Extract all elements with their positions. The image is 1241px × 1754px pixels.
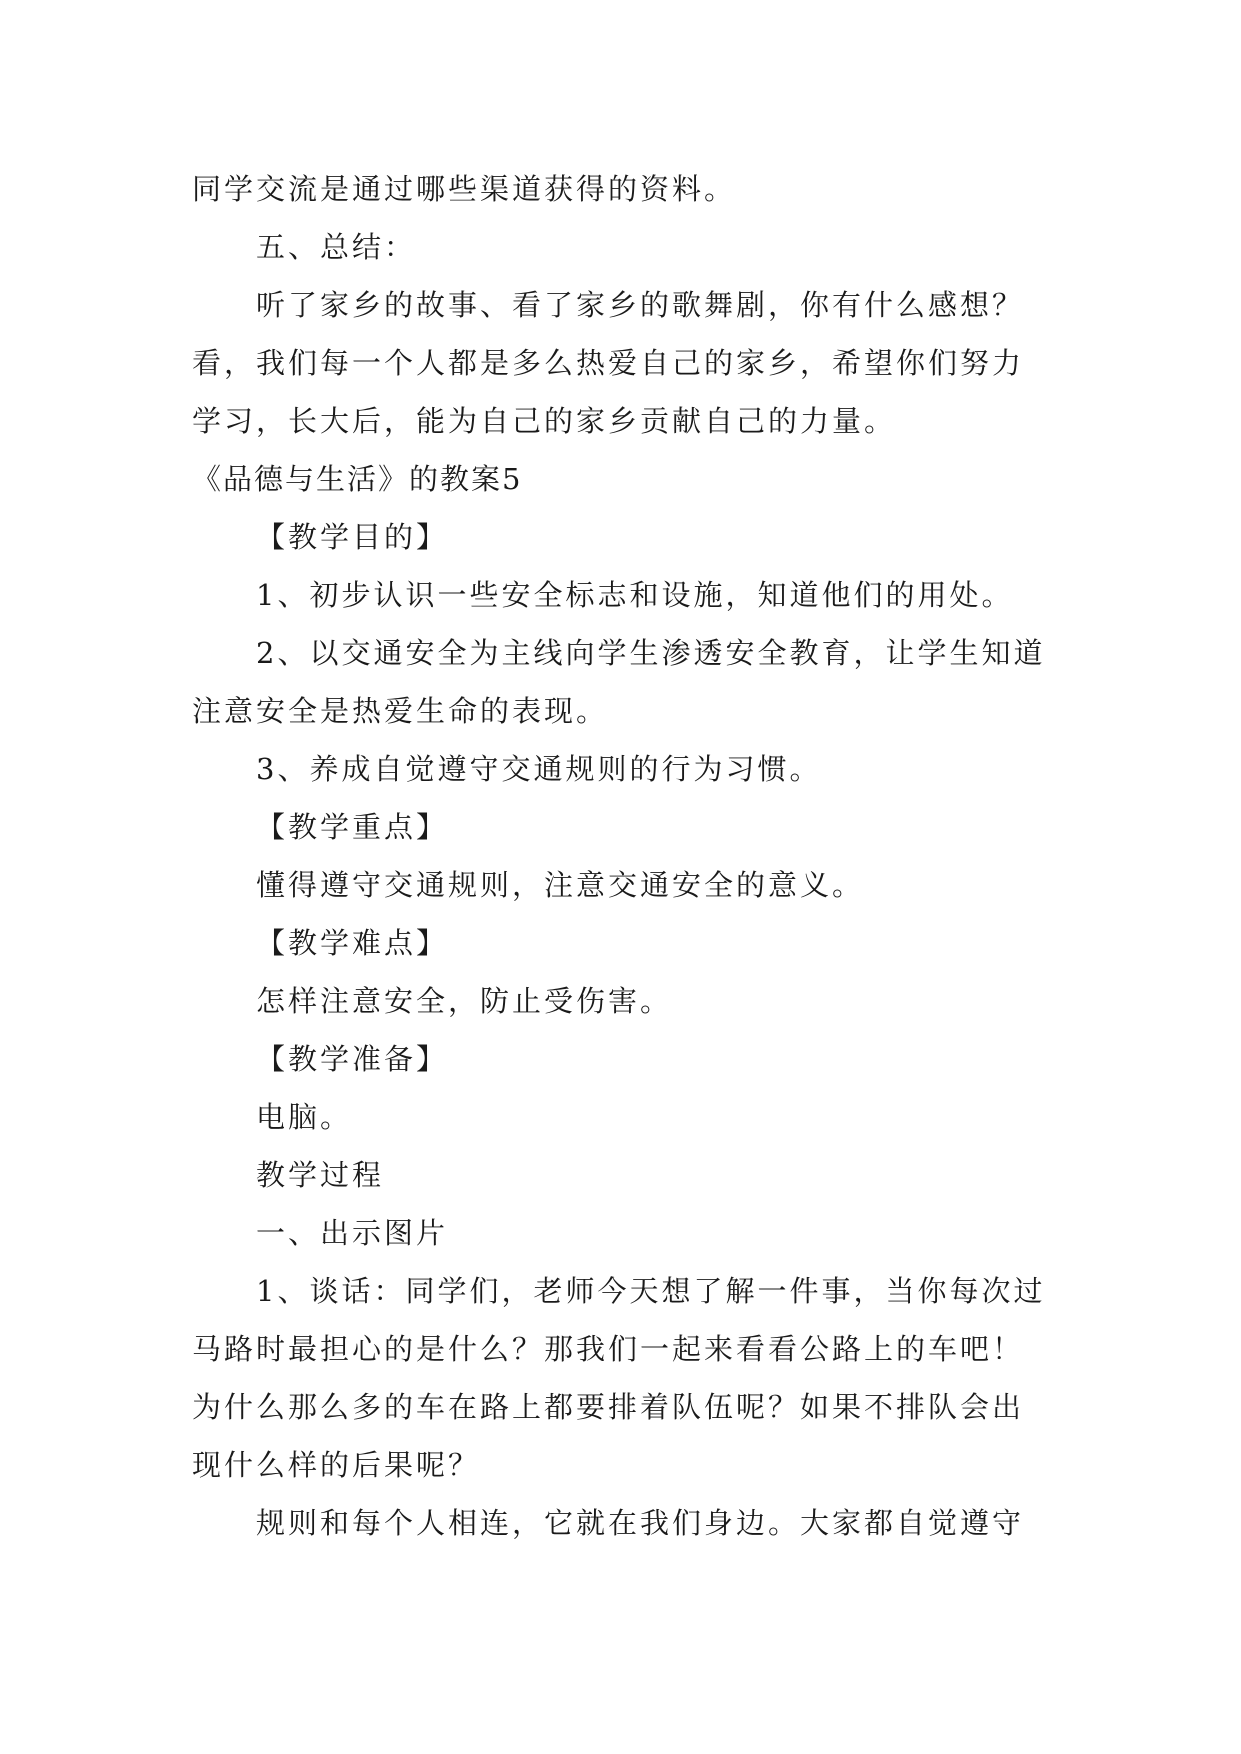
paragraph: 同学交流是通过哪些渠道获得的资料。 — [192, 172, 737, 206]
paragraph: 1、谈话：同学们，老师今天想了解一件事，当你每次过马路时最担心的是什么？那我们一起来看看公路上的车吧！为什么那么多的车在路上都要排着队伍呢？如果不排队会出现什么样的后果呢？ — [192, 1274, 1046, 1482]
section-heading: 【教学准备】 — [256, 1042, 449, 1076]
document-body — [192, 160, 1052, 1552]
section-heading: 【教学目的】 — [256, 520, 449, 554]
section-heading: 【教学重点】 — [256, 810, 449, 844]
paragraph: 规则和每个人相连，它就在我们身边。大家都自觉遵守 — [256, 1506, 1025, 1540]
list-item: 3、养成自觉遵守交通规则的行为习惯。 — [256, 752, 822, 786]
section-heading: 一、出示图片 — [256, 1216, 449, 1250]
list-item: 1、初步认识一些安全标志和设施，知道他们的用处。 — [256, 578, 1014, 612]
lesson-title: 《品德与生活》的教案5 — [192, 462, 523, 496]
paragraph: 懂得遵守交通规则，注意交通安全的意义。 — [256, 868, 865, 902]
list-item: 2、以交通安全为主线向学生渗透安全教育，让学生知道注意安全是热爱生命的表现。 — [192, 636, 1046, 728]
paragraph: 教学过程 — [256, 1158, 385, 1192]
paragraph: 听了家乡的故事、看了家乡的歌舞剧，你有什么感想？看，我们每一个人都是多么热爱自己的家乡，希望你们努力学习，长大后，能为自己的家乡贡献自己的力量。 — [192, 288, 1025, 438]
paragraph: 电脑。 — [256, 1100, 353, 1134]
section-heading: 五、总结： — [256, 230, 417, 264]
section-heading: 【教学难点】 — [256, 926, 449, 960]
paragraph: 怎样注意安全，防止受伤害。 — [256, 984, 673, 1018]
